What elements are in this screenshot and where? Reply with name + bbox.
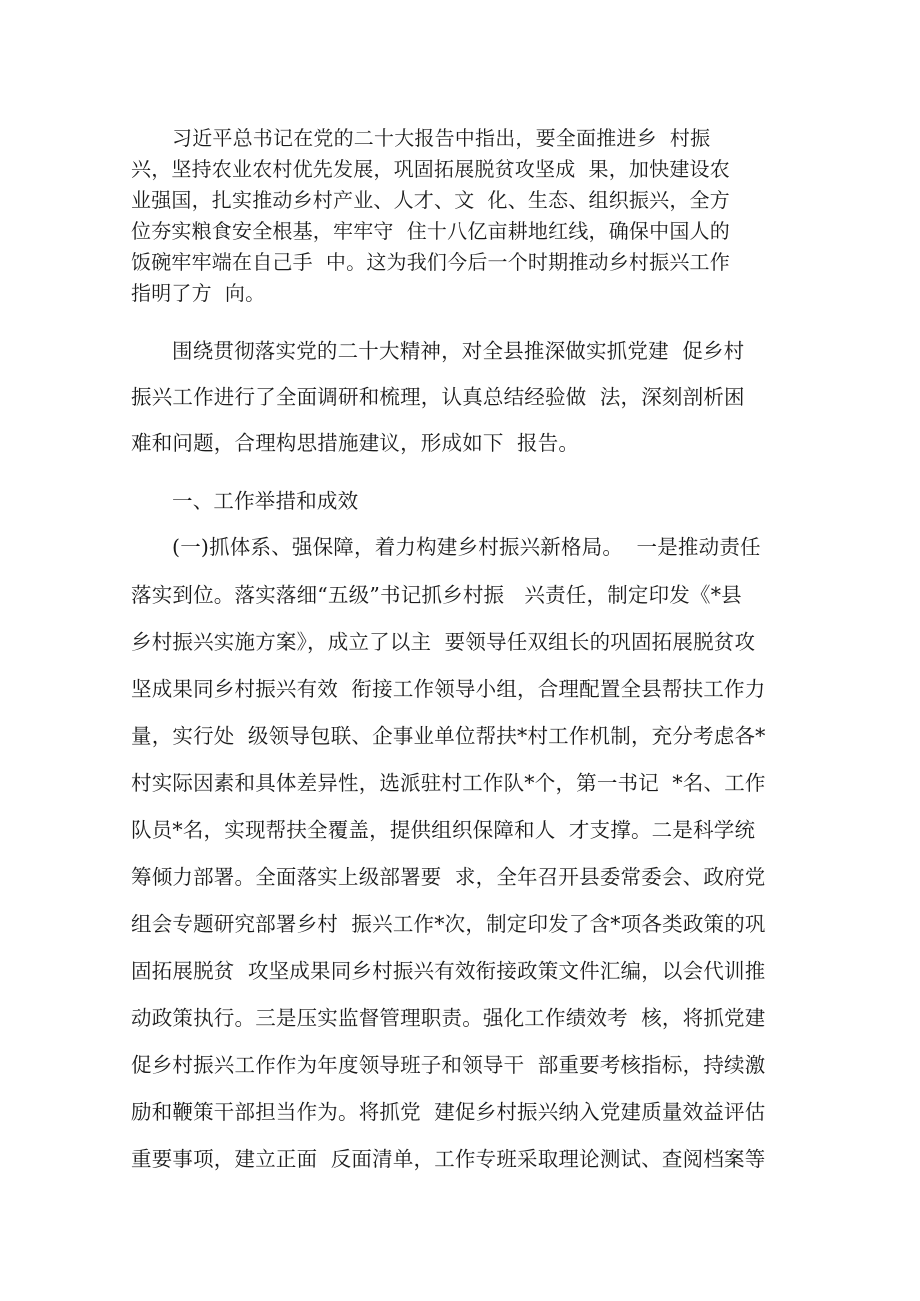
text-line: 量，实行处 级领导包联、企事业单位帮扶*村工作机制，充分考虑各* <box>131 724 766 748</box>
text-line: 振兴工作进行了全面调研和梳理，认真总结经验做 法，深刻剖析困 <box>131 385 745 409</box>
text-line: 指明了方 向。 <box>131 281 266 305</box>
text-line: 位夯实粮食安全根基，牢牢守 住十八亿亩耕地红线，确保中国人的 <box>131 219 730 243</box>
text-line: 习近平总书记在党的二十大报告中指出，要全面推进乡 村振 <box>172 126 711 150</box>
text-line: 组会专题研究部署乡村 振兴工作*次，制定印发了含*项各类政策的巩 <box>131 912 766 936</box>
text-line: 围绕贯彻落实党的二十大精神，对全县推深做实抓党建 促乡村 <box>172 339 745 363</box>
text-line: 乡村振兴实施方案》，成立了以主 要领导任双组长的巩固拓展脱贫攻 <box>131 630 756 654</box>
text-line: 队员*名，实现帮扶全覆盖，提供组织保障和人 才支撑。二是科学统 <box>131 818 756 842</box>
text-line: (一)抓体系、强保障，着力构建乡村振兴新格局。 一是推动责任 <box>172 535 761 559</box>
text-line: 村实际因素和具体差异性，选派驻村工作队*个，第一书记 *名、工作 <box>131 771 766 795</box>
section-heading: 一、工作举措和成效 <box>172 489 359 513</box>
text-line: 重要事项，建立正面 反面清单，工作专班采取理论测试、查阅档案等 <box>131 1147 766 1171</box>
text-line: 促乡村振兴工作作为年度领导班子和领导干 部重要考核指标，持续激 <box>131 1053 766 1077</box>
text-line: 动政策执行。三是压实监督管理职责。强化工作绩效考 核，将抓党建 <box>131 1006 766 1030</box>
text-line: 饭碗牢牢端在自己手 中。这为我们今后一个时期推动乡村振兴工作 <box>131 250 730 274</box>
text-line: 落实到位。落实落细“五级”书记抓乡村振 兴责任，制定印发《*县 <box>131 583 742 607</box>
text-line: 坚成果同乡村振兴有效 衔接工作领导小组，合理配置全县帮扶工作力 <box>131 677 766 701</box>
text-line: 固拓展脱贫 攻坚成果同乡村振兴有效衔接政策文件汇编，以会代训推 <box>131 959 766 983</box>
text-line: 励和鞭策干部担当作为。将抓党 建促乡村振兴纳入党建质量效益评估 <box>131 1100 766 1124</box>
text-line: 业强国，扎实推动乡村产业、人才、文 化、生态、组织振兴，全方 <box>131 188 730 212</box>
text-line: 难和问题，合理构思措施建议，形成如下 报告。 <box>131 431 580 455</box>
text-line: 筹倾力部署。全面落实上级部署要 求，全年召开县委常委会、政府党 <box>131 865 766 889</box>
text-line: 兴，坚持农业农村优先发展，巩固拓展脱贫攻坚成 果，加快建设农 <box>131 157 730 181</box>
